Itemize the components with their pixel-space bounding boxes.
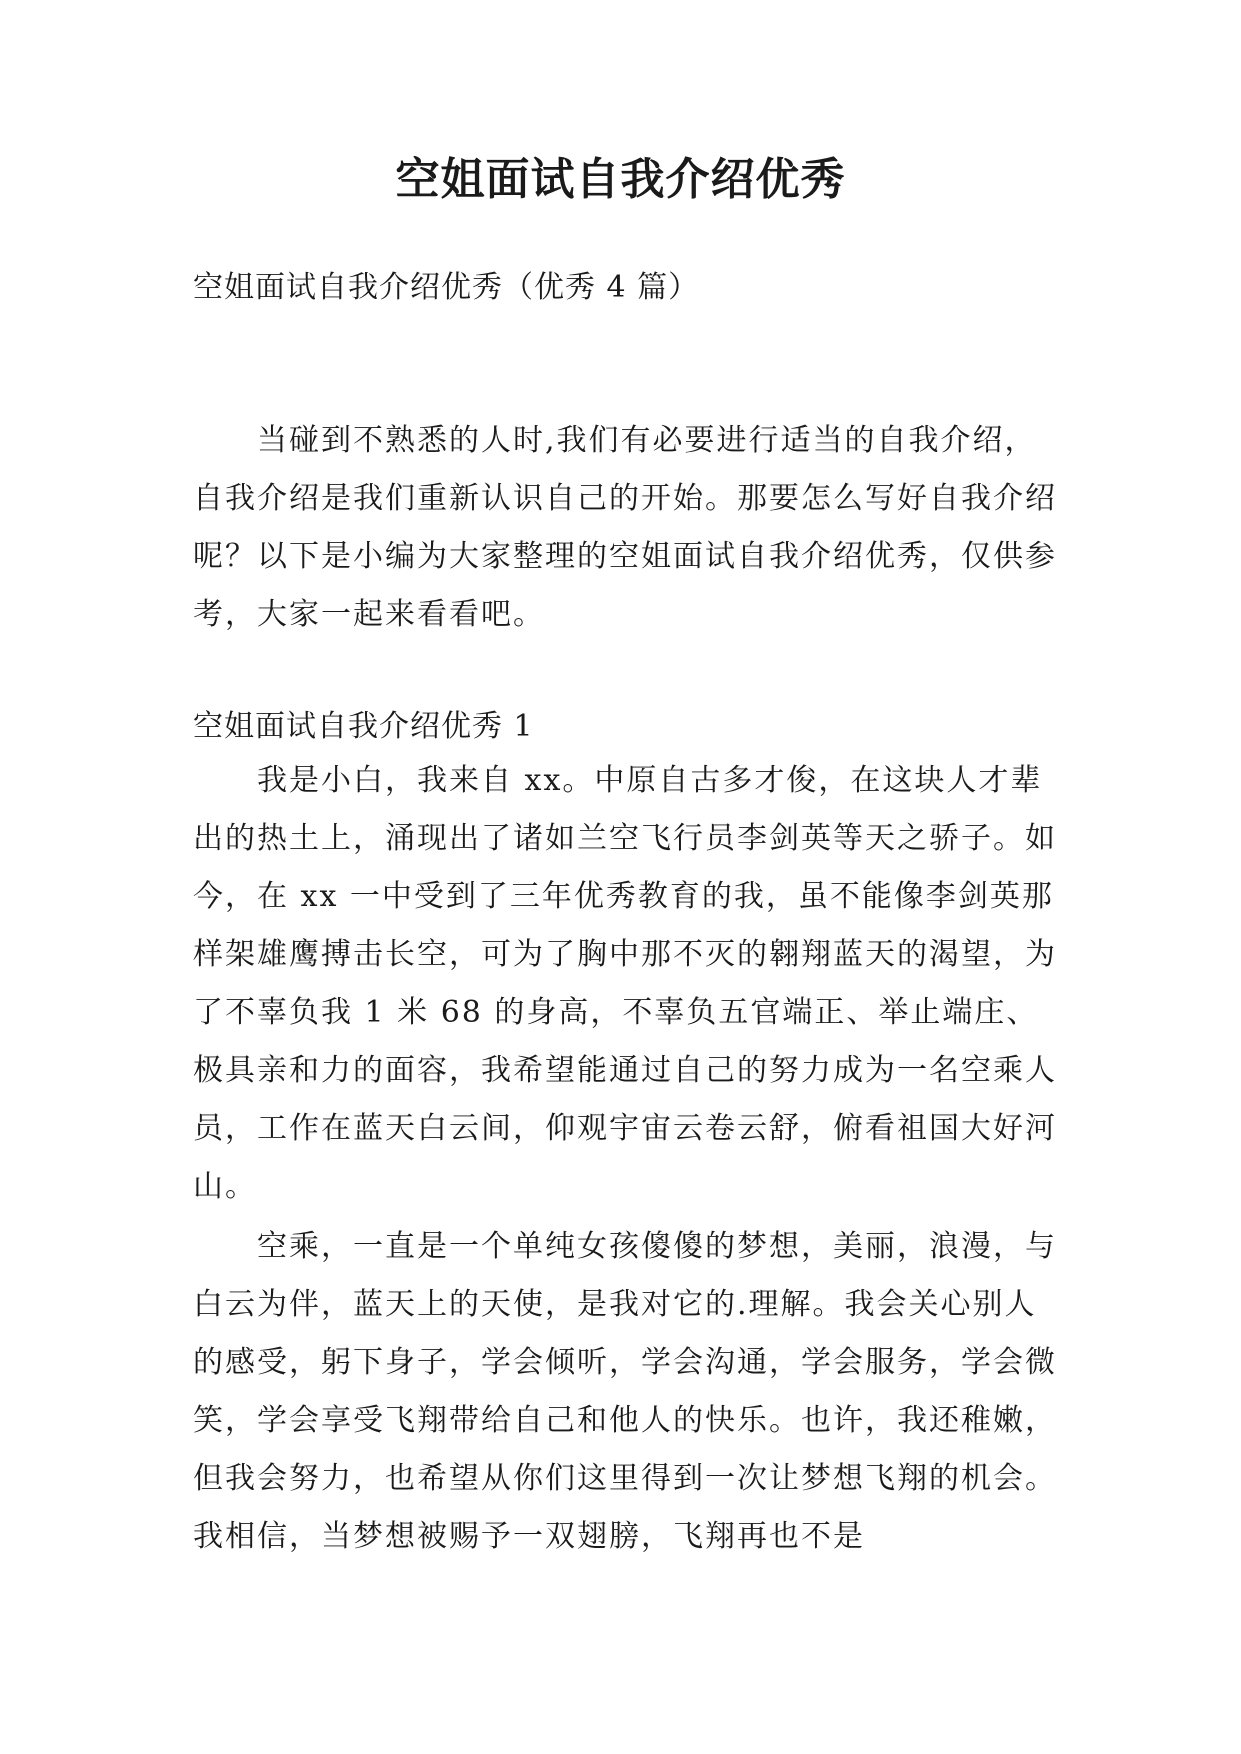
section-paragraph: 空乘，一直是一个单纯女孩傻傻的梦想，美丽，浪漫，与白云为伴，蓝天上的天使，是我对它的.理解。我会关心别人的感受，躬下身子，学会倾听，学会沟通，学会服务，学会微笑，学会享受飞翔带给自己和他人的快乐。也许，我还稚嫩，但我会努力，也希望从你们这里得到一次让梦想飞翔的机会。我相信，当梦想被赐予一双翅膀，飞翔再也不是 (193, 1229, 1057, 1554)
intro-paragraph: 当碰到不熟悉的人时,我们有必要进行适当的自我介绍，自我介绍是我们重新认识自己的开始。那要怎么写好自我介绍呢？以下是小编为大家整理的空姐面试自我介绍优秀，仅供参考，大家一起来看看吧。 (193, 423, 1057, 632)
section-paragraph: 我是小白，我来自 xx。中原自古多才俊，在这块人才辈出的热土上，涌现出了诸如兰空飞行员李剑英等天之骄子。如今，在 xx 一中受到了三年优秀教育的我，虽不能像李剑英那样架雄鹰搏击长空，可为了胸中那不灭的翱翔蓝天的渴望，为了不辜负我 1 米 68 的身高，不辜负五官端正、举止端庄、极具亲和力的面容，我希望能通过自己的努力成为一名空乘人员，工作在蓝天白云间，仰观宇宙云卷云舒，俯看祖国大好河山。 (193, 763, 1057, 1204)
document-title: 空姐面试自我介绍优秀 (395, 154, 846, 205)
section-heading: 空姐面试自我介绍优秀 1 (193, 709, 534, 744)
document-subtitle: 空姐面试自我介绍优秀（优秀 4 篇） (193, 270, 700, 305)
